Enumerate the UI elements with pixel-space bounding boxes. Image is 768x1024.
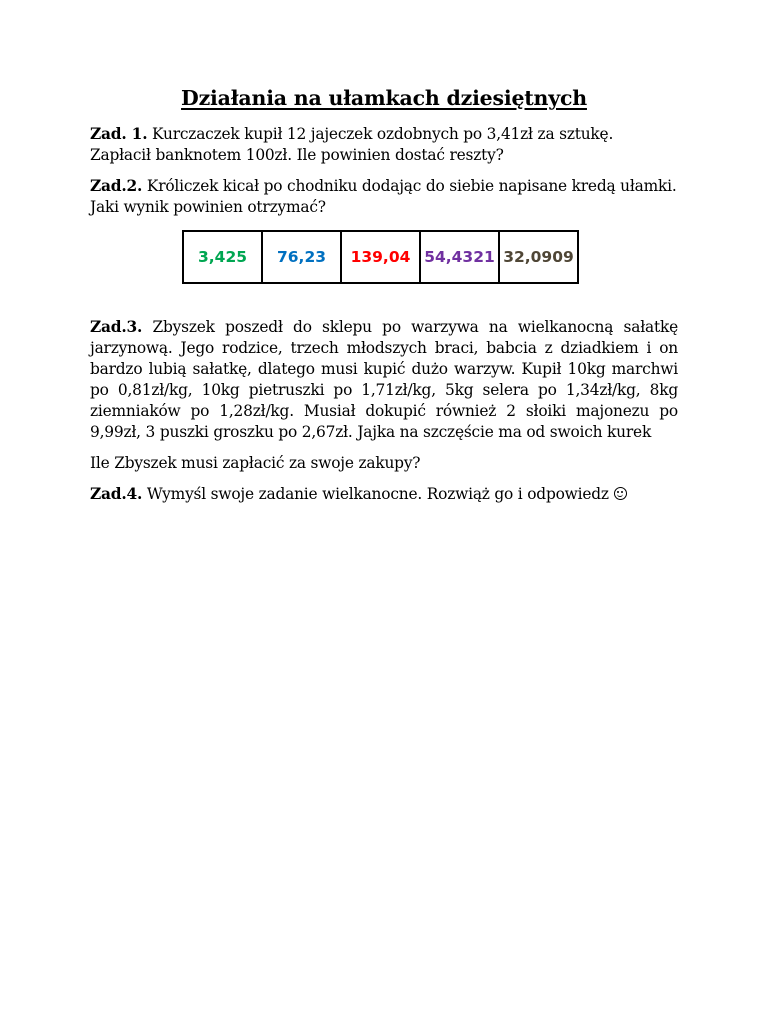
number-value: 32,0909 <box>503 248 574 266</box>
task-3-text: Zbyszek poszedł do sklepu po warzywa na wielkanocną sałatkę jarzynową. Jego rodzice, trzech młodszych braci, babcia z dziadkiem i on bardzo lubią sałatkę, dlatego musi kupić dużo warzyw. Kupił 10kg marchwi po 0,81zł/kg, 10kg pietruszki po 1,71zł/kg, 5kg selera po 1,34zł/kg, 8kg ziemniaków po 1,28zł/kg. Musiał dokupić również 2 słoiki majonezu po 9,99zł, 3 puszki groszku po 2,67zł. Jajka na szczęście ma od swoich kurek <box>90 318 678 441</box>
number-value: 3,425 <box>197 248 248 266</box>
number-value: 76,23 <box>276 248 327 266</box>
task-1-text: Kurczaczek kupił 12 jajeczek ozdobnych po 3,41zł za sztukę. Zapłacił banknotem 100zł. Ile powinien dostać reszty? <box>90 125 614 164</box>
number-cell <box>262 231 341 283</box>
task-3 <box>90 317 678 443</box>
number-value: 54,4321 <box>424 248 495 266</box>
task-3-question-text: Ile Zbyszek musi zapłacić za swoje zakupy? <box>90 454 421 472</box>
number-cell <box>341 231 420 283</box>
numbers-table <box>182 230 579 284</box>
number-cell <box>183 231 262 283</box>
task-1-label: Zad. 1. <box>90 125 148 143</box>
task-2 <box>90 176 678 218</box>
task-4-label: Zad.4. <box>90 485 143 503</box>
number-value: 139,04 <box>350 248 411 266</box>
number-cell <box>420 231 499 283</box>
task-2-label: Zad.2. <box>90 177 143 195</box>
task-4 <box>90 484 678 505</box>
task-3-label: Zad.3. <box>90 318 143 336</box>
task-1 <box>90 124 678 166</box>
smiley-face-icon <box>614 487 627 500</box>
task-4-text: Wymyśl swoje zadanie wielkanocne. Rozwiąż go i odpowiedz <box>142 485 614 503</box>
page-title: Działania na ułamkach dziesiętnych <box>181 86 587 110</box>
numbers-row <box>183 231 578 283</box>
task-3-question <box>90 453 678 474</box>
worksheet-page <box>90 84 678 505</box>
number-cell <box>499 231 578 283</box>
task-2-text: Króliczek kicał po chodniku dodając do siebie napisane kredą ułamki. Jaki wynik powinien otrzymać? <box>90 177 677 216</box>
